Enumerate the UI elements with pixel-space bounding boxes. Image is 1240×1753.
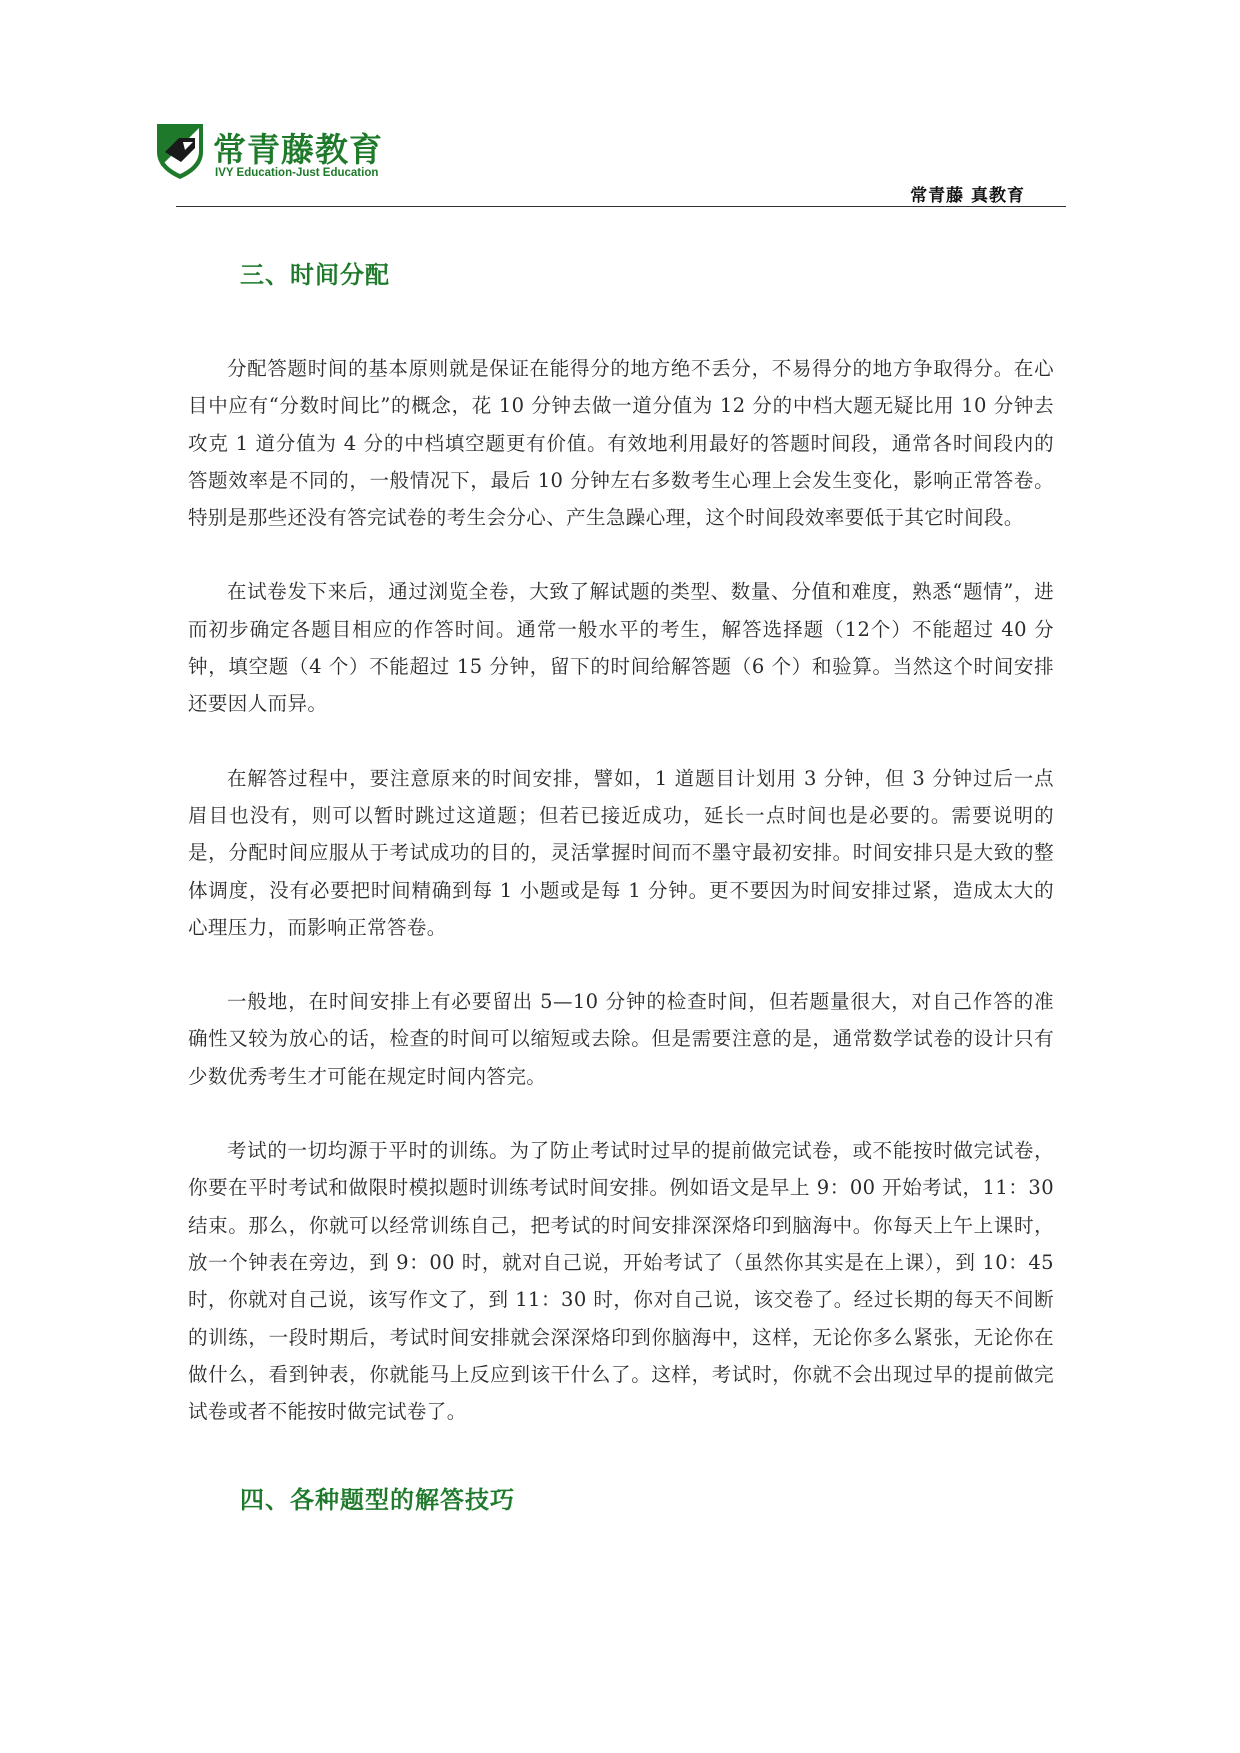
header-divider (176, 206, 1066, 207)
section-heading-question-types: 四、各种题型的解答技巧 (240, 1486, 515, 1515)
shield-logo-icon (155, 122, 205, 180)
header-slogan: 常青藤 真教育 (910, 186, 1025, 206)
paragraph: 在试卷发下来后，通过浏览全卷，大致了解试题的类型、数量、分值和难度，熟悉“题情”，进而初步确定各题目相应的作答时间。通常一般水平的考生，解答选择题（12个）不能超过 40 分钟，填空题（4 个）不能超过 15 分钟，留下的时间给解答题（6 个）和验算。当然这个时间安排还要因人而异。 (188, 580, 1054, 716)
paragraph: 考试的一切均源于平时的训练。为了防止考试时过早的提前做完试卷，或不能按时做完试卷，你要在平时考试和做限时模拟题时训练考试时间安排。例如语文是早上 9：00 开始考试，11：30 结束。那么，你就可以经常训练自己，把考试的时间安排深深烙印到脑海中。你每天上午上课时，放一个钟表在旁边，到 9：00 时，就对自己说，开始考试了（虽然你其实是在上课），到 10：45 时，你就对自己说，该写作文了，到 11：30 时，你对自己说，该交卷了。经过长期的每天不间断的训练，一段时期后，考试时间安排就会深深烙印到你脑海中，这样，无论你多么紧张，无论你在做什么，看到钟表，你就能马上反应到该干什么了。这样，考试时，你就不会出现过早的提前做完试卷或者不能按时做完试卷了。 (188, 1139, 1054, 1424)
paragraph: 分配答题时间的基本原则就是保证在能得分的地方绝不丢分，不易得分的地方争取得分。在心目中应有“分数时间比”的概念，花 10 分钟去做一道分值为 12 分的中档大题无疑比用 10 分钟去攻克 1 道分值为 4 分的中档填空题更有价值。有效地利用最好的答题时间段，通常各时间段内的答题效率是不同的，一般情况下，最后 10 分钟左右多数考生心理上会发生变化，影响正常答卷。特别是那些还没有答完试卷的考生会分心、产生急躁心理，这个时间段效率要低于其它时间段。 (188, 357, 1054, 530)
section-heading-time-allocation: 三、时间分配 (240, 261, 390, 289)
paragraph: 在解答过程中，要注意原来的时间安排，譬如，1 道题目计划用 3 分钟，但 3 分钟过后一点眉目也没有，则可以暂时跳过这道题；但若已接近成功，延长一点时间也是必要的。需要说明的是，分配时间应服从于考试成功的目的，灵活掌握时间而不墨守最初安排。时间安排只是大致的整体调度，没有必要把时间精确到每 1 小题或是每 1 分钟。更不要因为时间安排过紧，造成太大的心理压力，而影响正常答卷。 (188, 766, 1054, 939)
logo-tagline: IVY Education-Just Education (215, 167, 379, 179)
ivy-education-logo (155, 122, 395, 187)
document-body (188, 245, 1054, 1515)
paragraph: 一般地，在时间安排上有必要留出 5—10 分钟的检查时间，但若题量很大，对自己作答的准确性又较为放心的话，检查的时间可以缩短或去除。但是需要注意的是，通常数学试卷的设计只有少数优秀考生才可能在规定时间内答完。 (188, 990, 1054, 1088)
logo-name: 常青藤教育 (213, 130, 383, 169)
page-header (0, 0, 1240, 215)
